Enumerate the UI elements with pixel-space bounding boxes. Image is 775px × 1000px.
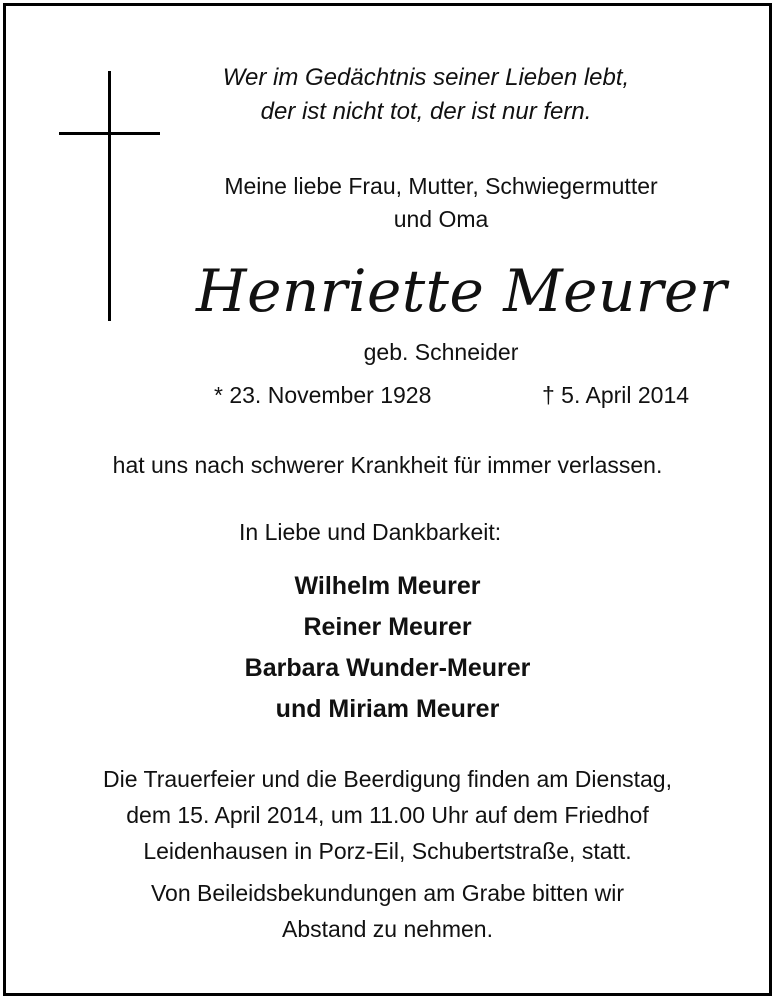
message: hat uns nach schwerer Krankheit für immer verlassen. [112,452,663,478]
death-date: † 5. April 2014 [542,382,690,408]
deceased-name: Henriette Meurer [196,257,728,325]
funeral-line-2: dem 15. April 2014, um 11.00 Uhr auf dem Friedhof [126,802,649,828]
funeral-line-1: Die Trauerfeier und die Beerdigung finden am Dienstag, [103,766,672,792]
condolence-line-1: Von Beileidsbekundungen am Grabe bitten wir [150,880,625,906]
obituary-notice [3,3,772,996]
intro-line-1: Meine liebe Frau, Mutter, Schwiegermutter [224,173,658,199]
motto-line-1: Wer im Gedächtnis seiner Lieben lebt, [222,64,630,91]
family-member: Barbara Wunder-Meurer [244,654,531,682]
closing-line: In Liebe und Dankbarkeit: [239,519,502,545]
family-member: Reiner Meurer [303,613,472,641]
condolence-line-2: Abstand zu nehmen. [282,916,493,942]
cross-icon [108,71,111,321]
motto-line-2: der ist nicht tot, der ist nur fern. [260,98,592,125]
funeral-line-3: Leidenhausen in Porz-Eil, Schubertstraße, statt. [143,838,632,864]
family-member: Wilhelm Meurer [294,572,481,600]
cross-icon-bar [59,132,160,135]
family-member: und Miriam Meurer [275,695,500,723]
birth-date: * 23. November 1928 [214,382,432,408]
maiden-name: geb. Schneider [363,339,519,365]
intro-line-2: und Oma [393,206,489,232]
